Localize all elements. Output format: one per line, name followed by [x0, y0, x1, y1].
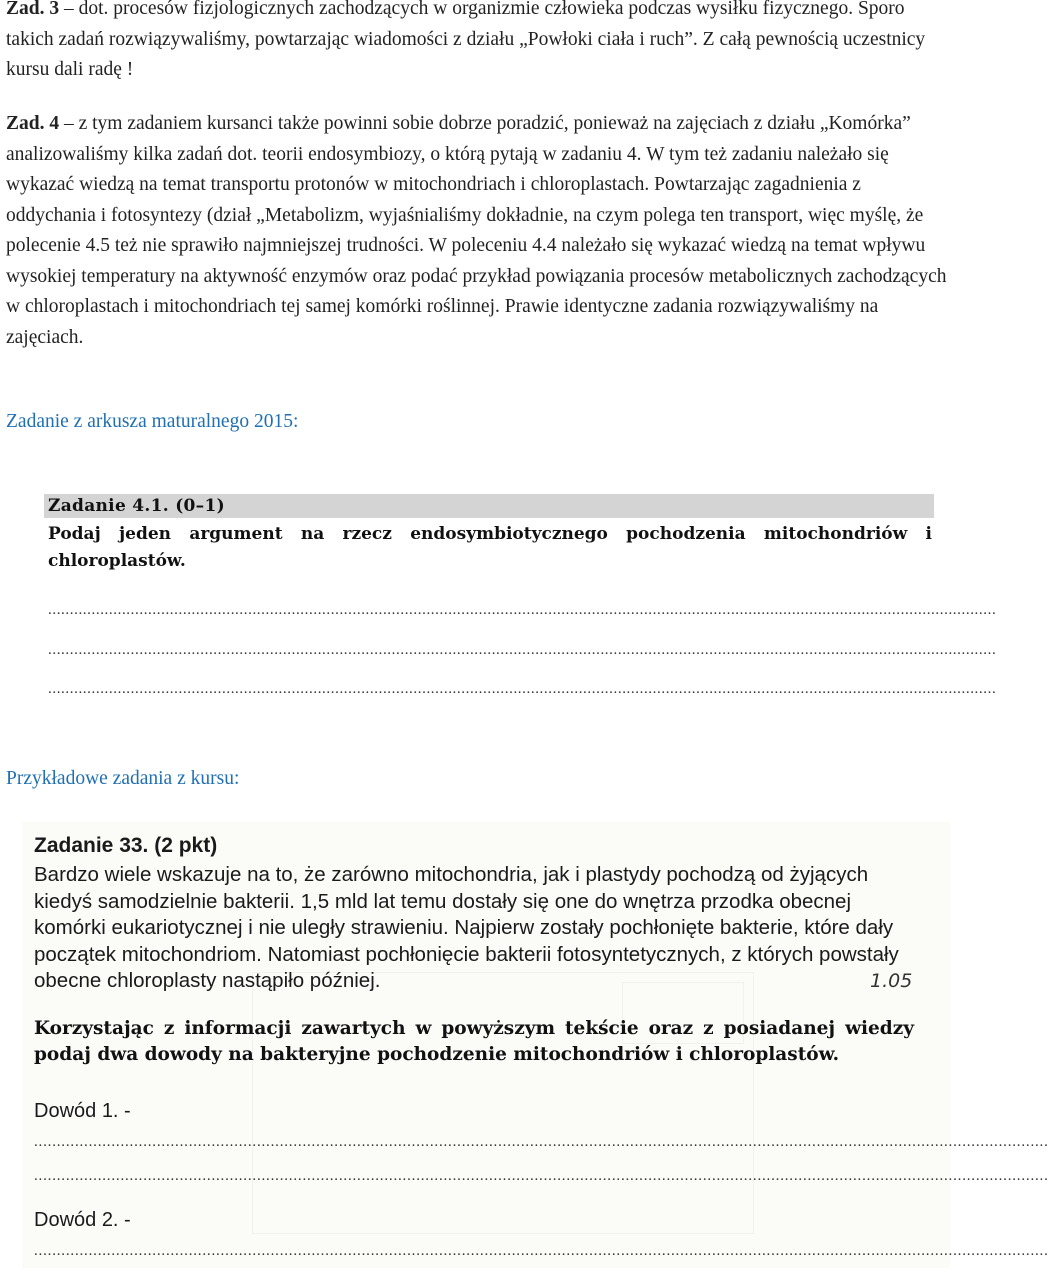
evidence-1-label: Dowód 1. -	[34, 1100, 131, 1122]
evidence-2-label: Dowód 2. -	[34, 1209, 131, 1231]
course-task-scan	[22, 822, 1049, 1268]
handwritten-mark: 1.05	[870, 970, 913, 992]
answer-line-2: ..........................................................................................................................................................................................................................	[48, 642, 997, 658]
evidence-1-line-2: ...............................................................................................................................................................................................................................	[34, 1168, 1049, 1184]
course-task-command: Korzystając z informacji zawartych w powyższym tekście oraz z posiadanej wiedzy podaj dwa dowody na bakteryjne pochodzenie mitochondriów i chloroplastów.	[34, 1018, 914, 1065]
course-task-text: Bardzo wiele wskazuje na to, że zarówno mitochondria, jak i plastydy pochodzą od żyjących kiedyś samodzielnie bakterii. 1,5 mld lat temu dostały się one do wnętrza przodka obecnej komórki eukariotycznej i nie uległy strawieniu. Najpierw zostały pochłonięte bakterie, które dały początek mitochondriom. Natomiast pochłonięcie bakterii fotosyntetycznych, z których powstały obecne chloroplasty nastąpiło później.	[34, 863, 899, 992]
exam-task-scan	[44, 494, 997, 704]
evidence-1-line-1: ...............................................................................................................................................................................................................................	[34, 1134, 1049, 1150]
zad3-label: Zad. 3	[6, 0, 60, 19]
answer-line-3: ..........................................................................................................................................................................................................................	[48, 681, 997, 697]
course-task-title: Zadanie 33. (2 pkt)	[34, 834, 218, 857]
section-heading-exam: Zadanie z arkusza maturalnego 2015:	[6, 411, 299, 432]
zad4-label: Zad. 4	[6, 113, 60, 134]
exam-task-question: Podaj jeden argument na rzecz endosymbiotycznego pochodzenia mitochondriów i chloroplastów.	[48, 524, 932, 571]
answer-line-1: ..........................................................................................................................................................................................................................	[48, 602, 997, 618]
paragraph-zad3	[6, 0, 951, 86]
exam-task-title: Zadanie 4.1. (0–1)	[48, 496, 225, 516]
paragraph-zad4	[6, 109, 951, 353]
zad4-text: – z tym zadaniem kursanci także powinni sobie dobrze poradzić, ponieważ na zajęciach z działu „Komórka” analizowaliśmy kilka zadań dot. teorii endosymbiozy, o którą pytają w zadaniu 4. W tym też zadaniu należało się wykazać wiedzą na temat transportu protonów w mitochondriach i chloroplastach. Powtarzając zagadnienia z oddychania i fotosyntezy (dział „Metabolizm, wyjaśnialiśmy dokładnie, na czym polega ten transport, więc myślę, że polecenie 4.5 też nie sprawiło najmniejszej trudności. W poleceniu 4.4 należało się wykazać wiedzą na temat wpływu wysokiej temperatury na aktywność enzymów oraz podać przykład powiązania procesów metabolicznych zachodzących w chloroplastach i mitochondriach tej samej komórki roślinnej. Prawie identyczne zadania rozwiązywaliśmy na zajęciach.	[6, 113, 947, 348]
evidence-2-line-1: ...............................................................................................................................................................................................................................	[34, 1243, 1049, 1259]
zad3-text: – dot. procesów fizjologicznych zachodzących w organizmie człowieka podczas wysiłku fizycznego. Sporo takich zadań rozwiązywaliśmy, powtarzając wiadomości z działu „Powłoki ciała i ruch”. Z całą pewnością uczestnicy kursu dali radę !	[6, 0, 926, 80]
section-heading-course: Przykładowe zadania z kursu:	[6, 768, 240, 789]
